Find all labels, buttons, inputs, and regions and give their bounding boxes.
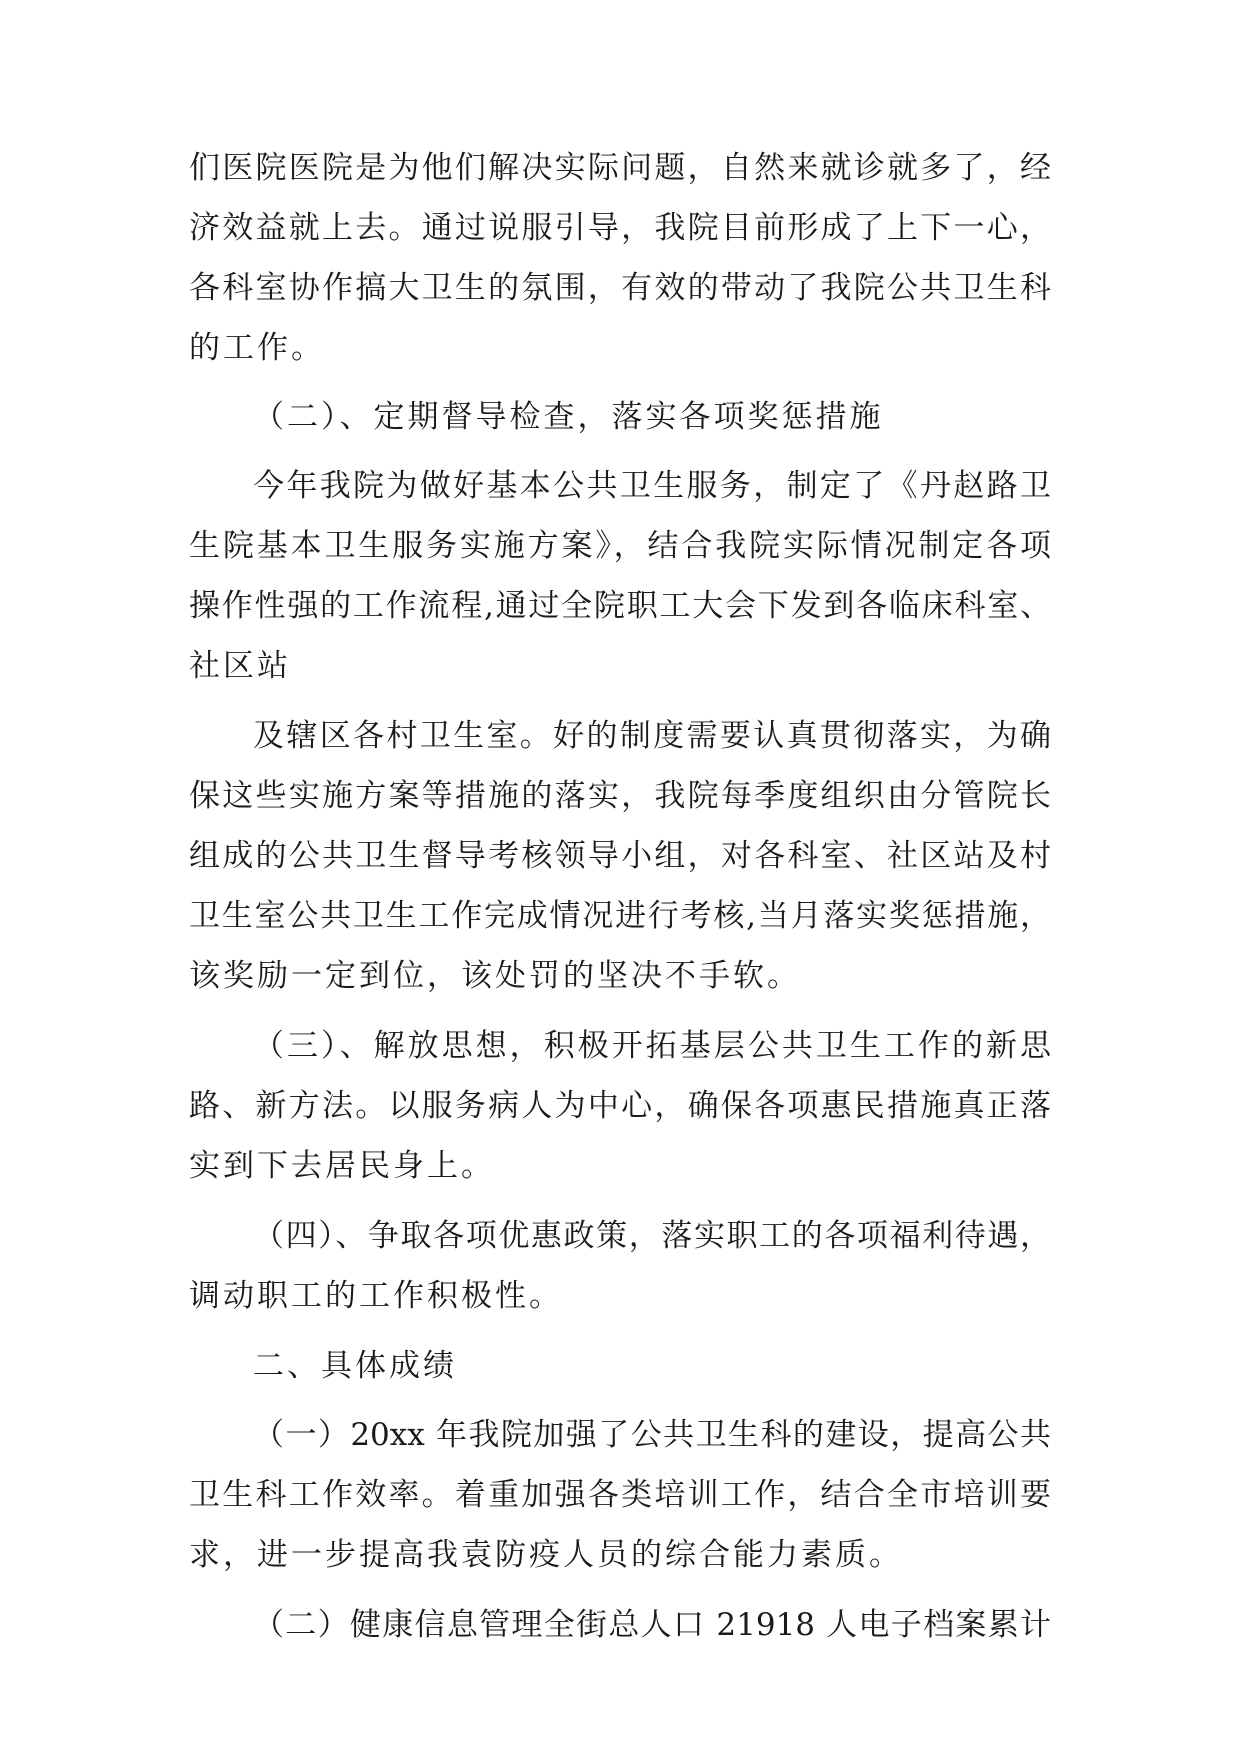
body-text-line: 卫生科工作效率。着重加强各类培训工作，结合全市培训要 — [189, 1477, 1051, 1513]
body-text-line: 路、新方法。以服务病人为中心，确保各项惠民措施真正落 — [189, 1088, 1051, 1124]
body-text-line: （一）20xx 年我院加强了公共卫生科的建设，提高公共 — [253, 1417, 1051, 1453]
body-text-line: 济效益就上去。通过说服引导，我院目前形成了上下一心， — [189, 210, 1051, 246]
body-text-line: 实到下去居民身上。 — [189, 1148, 495, 1184]
body-text-line: 操作性强的工作流程,通过全院职工大会下发到各临床科室、 — [189, 588, 1051, 624]
body-text-line: 各科室协作搞大卫生的氛围，有效的带动了我院公共卫生科 — [189, 270, 1051, 306]
body-text-line: 求，进一步提高我袁防疫人员的综合能力素质。 — [189, 1537, 903, 1573]
body-text-line: 今年我院为做好基本公共卫生服务，制定了《丹赵路卫 — [253, 468, 1051, 504]
body-text-line: 们医院医院是为他们解决实际问题，自然来就诊就多了，经 — [189, 150, 1051, 186]
section-heading: 二、具体成绩 — [253, 1348, 457, 1384]
body-text-line: 社区站 — [189, 648, 291, 684]
body-text-line: 保这些实施方案等措施的落实，我院每季度组织由分管院长 — [189, 778, 1051, 814]
section-heading: （二）、定期督导检查，落实各项奖惩措施 — [253, 399, 884, 435]
body-text-line: 组成的公共卫生督导考核领导小组，对各科室、社区站及村 — [189, 838, 1051, 874]
body-text-line: （四）、争取各项优惠政策，落实职工的各项福利待遇， — [253, 1218, 1051, 1254]
body-text-line: 该奖励一定到位，该处罚的坚决不手软。 — [189, 958, 801, 994]
body-text-line: 及辖区各村卫生室。好的制度需要认真贯彻落实，为确 — [253, 718, 1051, 754]
body-text-line: 调动职工的工作积极性。 — [189, 1278, 563, 1314]
body-text-line: 的工作。 — [189, 330, 325, 366]
body-text-line: 卫生室公共卫生工作完成情况进行考核,当月落实奖惩措施， — [189, 898, 1051, 934]
body-text-line: 生院基本卫生服务实施方案》，结合我院实际情况制定各项 — [189, 528, 1051, 564]
body-text-line: （三）、解放思想，积极开拓基层公共卫生工作的新思 — [253, 1028, 1051, 1064]
body-text-line: （二）健康信息管理全街总人口 21918 人电子档案累计 — [253, 1607, 1051, 1643]
